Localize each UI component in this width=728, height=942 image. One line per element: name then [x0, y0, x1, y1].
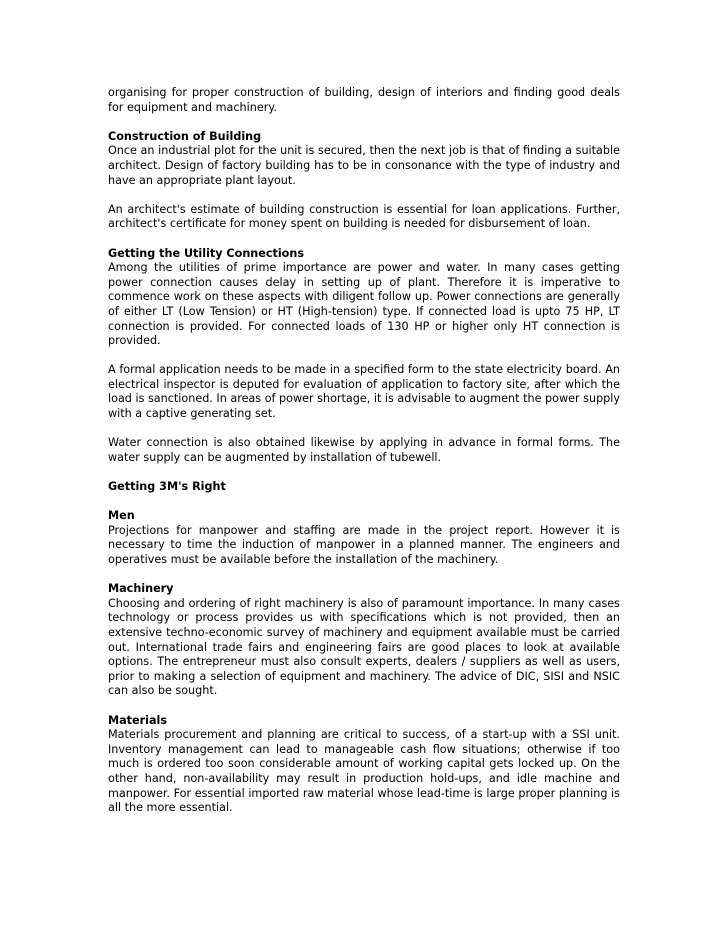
machinery-paragraph: Choosing and ordering of right machinery is also of paramount importance. In many cases technology or process provides us with specifications which is not provided, then an extensive techno-economic survey of machinery and equipment available must be carried out. International trade fairs and engineering fairs are good places to look at available options. The entrepreneur must also consult experts, dealers / suppliers as well as users, prior to making a selection of equipment and machinery. The advice of DIC, SISI and NSIC can also be sought. [108, 596, 620, 698]
construction-section-2 [108, 203, 620, 232]
men-section [108, 509, 620, 567]
utility-paragraph-1: Among the utilities of prime importance are power and water. In many cases getting power connection causes delay in setting up of plant. Therefore it is imperative to commence work on these aspects with diligent follow up. Power connections are generally of either LT (Low Tension) or HT (High-tension) type. If connected load is upto 75 HP, LT connection is provided. For connected loads of 130 HP or higher only HT connection is provided. [108, 261, 620, 348]
document-page [108, 86, 620, 830]
machinery-heading: Machinery [108, 582, 174, 596]
three-m-section [108, 480, 620, 495]
materials-section [108, 714, 620, 816]
utility-section-3 [108, 436, 620, 465]
three-m-heading: Getting 3M's Right [108, 480, 226, 494]
construction-section [108, 130, 620, 188]
machinery-section [108, 582, 620, 699]
utility-paragraph-3: Water connection is also obtained likewise by applying in advance in formal forms. The water supply can be augmented by installation of tubewell. [108, 436, 620, 464]
materials-heading: Materials [108, 713, 168, 727]
utility-section-2 [108, 363, 620, 421]
utility-section [108, 247, 620, 349]
utility-heading: Getting the Utility Connections [108, 246, 304, 260]
intro-paragraph: organising for proper construction of building, design of interiors and finding good deals for equipment and machinery. [108, 86, 620, 114]
men-heading: Men [108, 509, 135, 523]
construction-paragraph-2: An architect's estimate of building construction is essential for loan applications. Further, architect's certificate for money spent on building is needed for disbursement of loan. [108, 202, 620, 231]
construction-paragraph-1: Once an industrial plot for the unit is secured, then the next job is that of finding a suitable architect. Design of factory building has to be in consonance with the type of industry and have an appropriate plant layout. [108, 144, 620, 187]
construction-heading: Construction of Building [108, 129, 262, 143]
materials-paragraph: Materials procurement and planning are critical to success, of a start-up with a SSI unit. Inventory management can lead to manageable cash flow situations; otherwise if too much is ordered too soon considerable amount of working capital gets locked up. On the other hand, non-availability may result in production hold-ups, and idle machine and manpower. For essential imported raw material whose lead-time is large proper planning is all the more essential. [108, 728, 620, 815]
intro-block [108, 86, 620, 115]
men-paragraph: Projections for manpower and staffing are made in the project report. However it is necessary to time the induction of manpower in a planned manner. The engineers and operatives must be available before the installation of the machinery. [108, 523, 620, 566]
utility-paragraph-2: A formal application needs to be made in a specified form to the state electricity board. An electrical inspector is deputed for evaluation of application to factory site, after which the load is sanctioned. In areas of power shortage, it is advisable to augment the power supply with a captive generating set. [108, 363, 620, 421]
